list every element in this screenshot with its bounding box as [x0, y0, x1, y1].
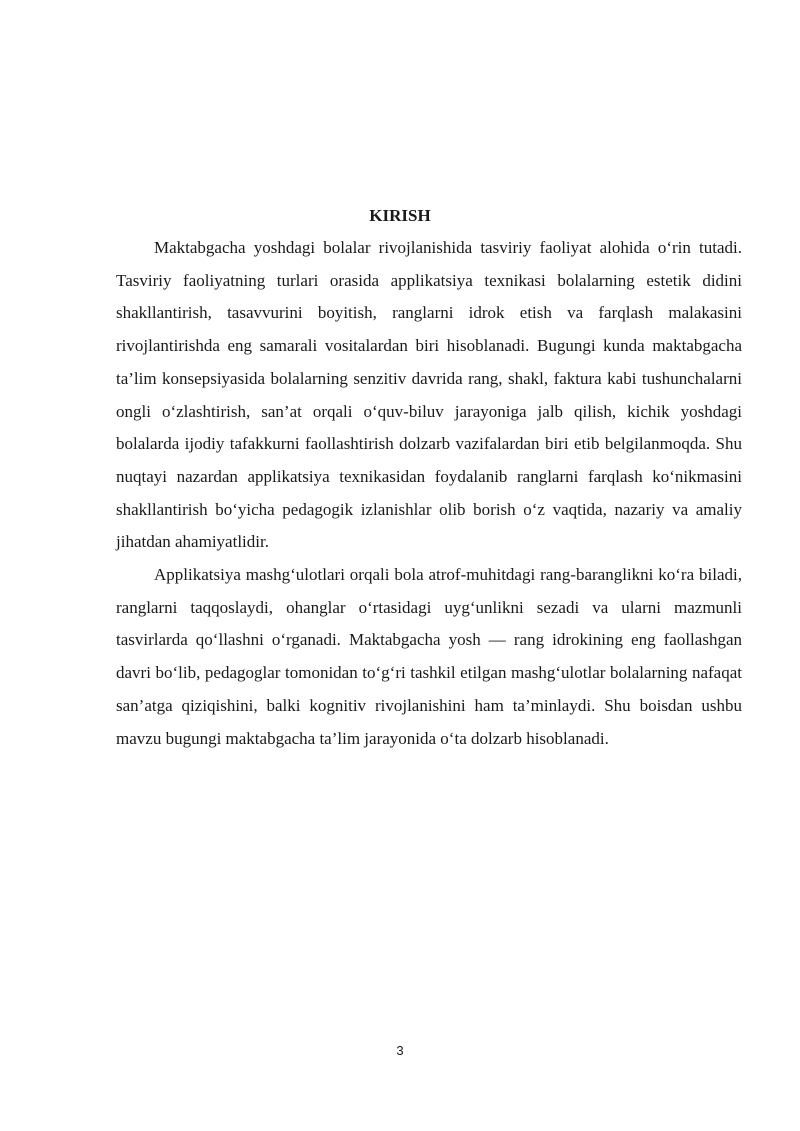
page-number: 3	[396, 1043, 404, 1058]
body-text	[116, 232, 742, 755]
paragraph-2: Applikatsiya mashg‘ulotlari orqali bola atrof-muhitdagi rang-baranglikni ko‘ra biladi, ranglarni taqqoslaydi, ohanglar o‘rtasidagi uyg‘unlikni sezadi va ularni mazmunli tasvirlarda qo‘llashni o‘rganadi. Maktabgacha yosh — rang idrokining eng faollashgan davri bo‘lib, pedagoglar tomonidan to‘g‘ri tashkil etilgan mashg‘ulotlar bolalarning nafaqat san’atga qiziqishini, balki kognitiv rivojlanishini ham ta’minlaydi. Shu boisdan ushbu mavzu bugungi maktabgacha ta’lim jarayonida o‘ta dolzarb hisoblanadi.	[116, 565, 742, 748]
paragraph-1: Maktabgacha yoshdagi bolalar rivojlanishida tasviriy faoliyat alohida o‘rin tutadi. Tasviriy faoliyatning turlari orasida applikatsiya texnikasi bolalarning estetik didini shakllantirish, tasavvurini boyitish, ranglarni idrok etish va farqlash malakasini rivojlantirishda eng samarali vositalardan biri hisoblanadi. Bugungi kunda maktabgacha ta’lim konsepsiyasida bolalarning senzitiv davrida rang, shakl, faktura kabi tushunchalarni ongli o‘zlashtirish, san’at orqali o‘quv-biluv jarayoniga jalb qilish, kichik yoshdagi bolalarda ijodiy tafakkurni faollashtirish dolzarb vazifalardan biri etib belgilanmoqda. Shu nuqtayi nazardan applikatsiya texnikasidan foydalanib ranglarni farqlash ko‘nikmasini shakllantirish bo‘yicha pedagogik izlanishlar olib borish o‘z vaqtida, nazariy va amaliy jihatdan ahamiyatlidir.	[116, 238, 742, 552]
page-title: KIRISH	[369, 206, 431, 225]
